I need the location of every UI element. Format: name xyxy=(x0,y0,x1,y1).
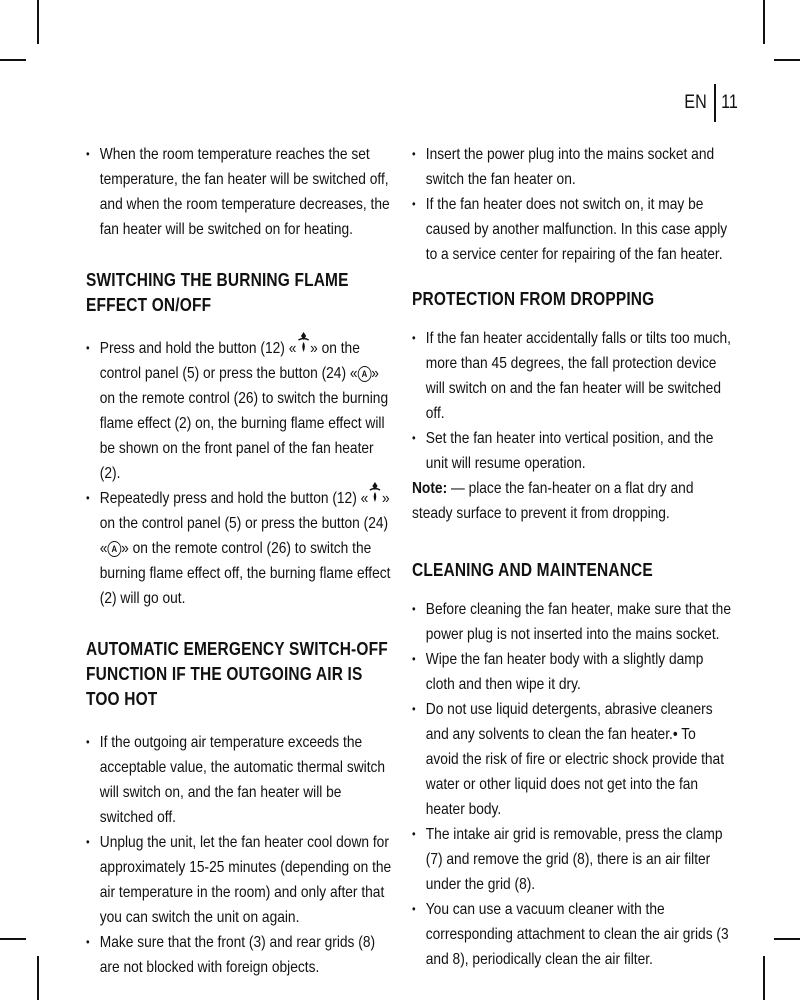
section-heading-flame-effect: SWITCHING THE BURNING FLAME EFFECT ON/OFF xyxy=(86,270,349,315)
list-item: • Press and hold the button (12) « » on the control panel (5) or press the button (24) « A » on the remote control (26) to switch the burning flame effect (2) on, the burning flame effect will be shown on the front panel of the fan heater (2). xyxy=(86,336,396,486)
section-heading-protection-dropping: PROTECTION FROM DROPPING xyxy=(412,289,655,309)
note xyxy=(412,476,732,526)
note-text: — place the fan-heater on a flat dry and steady surface to prevent it from dropping. xyxy=(412,480,694,522)
crop-mark xyxy=(37,0,39,44)
crop-mark xyxy=(763,956,765,1000)
list-item: • If the fan heater does not switch on, it may be caused by another malfunction. In this case apply to a service center for repairing of the fan heater. xyxy=(412,192,732,267)
section-heading-cleaning: CLEANING AND MAINTENANCE xyxy=(412,560,653,580)
flame-icon xyxy=(296,331,310,355)
cleaning-list xyxy=(412,597,732,972)
emergency-list xyxy=(86,730,396,980)
list-item: • You can use a vacuum cleaner with the corresponding attachment to clean the air grids (3 and 8), periodically clean the air filter. xyxy=(412,897,732,972)
right-column xyxy=(412,142,732,972)
list-item: • Do not use liquid detergents, abrasive cleaners and any solvents to clean the fan heater.• To avoid the risk of fire or electric shock provide that water or other liquid does not get into the fan heater body. xyxy=(412,697,732,822)
list-item: • Repeatedly press and hold the button (12) « » on the control panel (5) or press the button (24) « A » on the remote control (26) to switch the burning flame effect off, the burning flame effect (2) will go out. xyxy=(86,486,396,611)
flame-effect-list xyxy=(86,336,396,611)
page-header xyxy=(679,84,742,122)
list-item: • Unplug the unit, let the fan heater cool down for approximately 15-25 minutes (depending on the air temperature in the room) and only after that you can switch the unit on again. xyxy=(86,830,396,930)
remote-flame-button-icon: A xyxy=(358,366,372,382)
list-item: • If the outgoing air temperature exceeds the acceptable value, the automatic thermal switch will switch on, and the fan heater will be switched off. xyxy=(86,730,396,830)
crop-mark xyxy=(774,938,800,940)
list-item: • Make sure that the front (3) and rear grids (8) are not blocked with foreign objects. xyxy=(86,930,396,980)
list-item: • If the fan heater accidentally falls or tilts too much, more than 45 degrees, the fall protection device will switch on and the fan heater will be switched off. xyxy=(412,326,732,426)
crop-mark xyxy=(37,956,39,1000)
crop-mark xyxy=(763,0,765,44)
left-intro-list xyxy=(86,142,396,242)
list-item: • Before cleaning the fan heater, make sure that the power plug is not inserted into the mains socket. xyxy=(412,597,732,647)
crop-mark xyxy=(774,59,800,61)
remote-flame-button-icon: A xyxy=(107,541,121,557)
language-code: EN xyxy=(684,92,707,113)
list-item: • When the room temperature reaches the set temperature, the fan heater will be switched off, and when the room temperature decreases, the fan heater will be switched on for heating. xyxy=(86,142,396,242)
crop-mark xyxy=(0,59,26,61)
crop-mark xyxy=(0,938,26,940)
list-item: • The intake air grid is removable, press the clamp (7) and remove the grid (8), there is an air filter under the grid (8). xyxy=(412,822,732,897)
flame-icon xyxy=(368,481,382,505)
page-number: 11 xyxy=(721,92,739,113)
list-item: • Insert the power plug into the mains socket and switch the fan heater on. xyxy=(412,142,732,192)
right-intro-list xyxy=(412,142,732,267)
left-column xyxy=(86,142,396,980)
list-item: • Set the fan heater into vertical position, and the unit will resume operation. xyxy=(412,426,732,476)
list-item: • Wipe the fan heater body with a slightly damp cloth and then wipe it dry. xyxy=(412,647,732,697)
note-label: Note: xyxy=(412,480,448,497)
section-heading-emergency-switch-off: AUTOMATIC EMERGENCY SWITCH-OFF FUNCTION IF THE OUTGOING AIR IS TOO HOT xyxy=(86,639,388,709)
protection-list xyxy=(412,326,732,476)
